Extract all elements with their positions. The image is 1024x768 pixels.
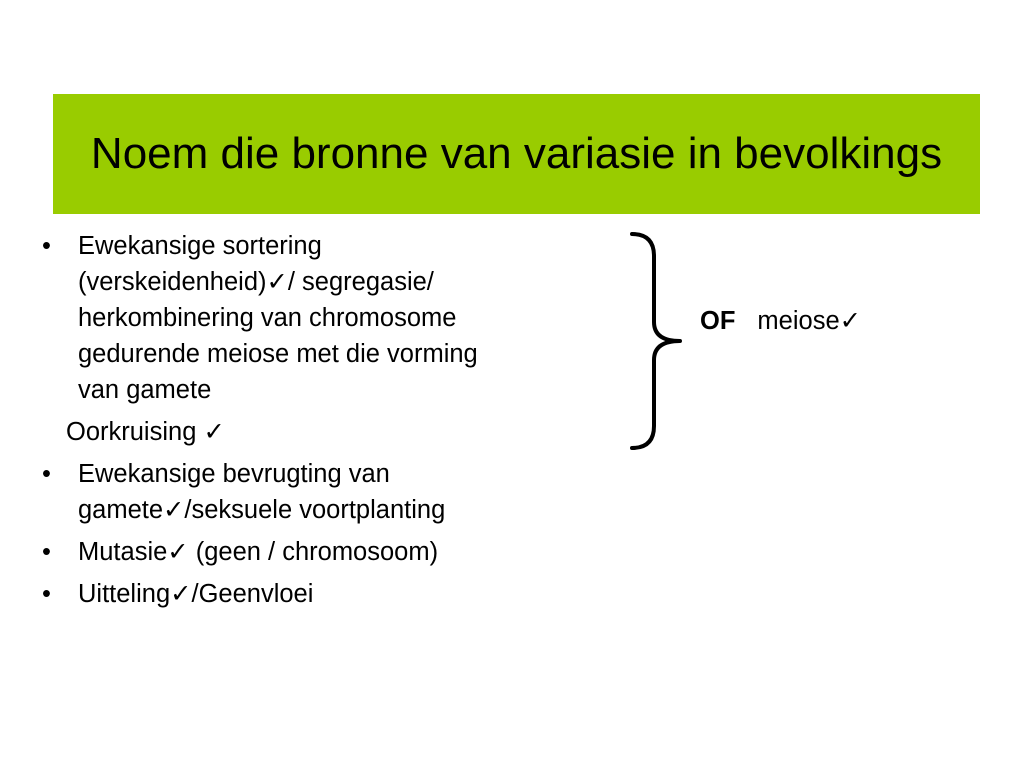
- list-item-line: gedurende meiose met die vorming: [78, 340, 478, 368]
- list-item-line: Ewekansige sortering: [78, 232, 322, 260]
- list-item-line: Uitteling✓/Geenvloei: [78, 580, 314, 608]
- list-item-line: Ewekansige bevrugting van: [78, 460, 390, 488]
- list-item-mutasie: [40, 534, 640, 570]
- list-item-line: gamete✓/seksuele voortplanting: [78, 496, 446, 524]
- side-note: [700, 303, 861, 339]
- list-item-sortering: [40, 228, 640, 408]
- bullet-marker: •: [42, 538, 51, 566]
- list-item-bevrugting: [40, 456, 640, 528]
- list-item-line: van gamete: [78, 376, 212, 404]
- slide-title: Noem die bronne van variasie in bevolkings: [90, 129, 943, 178]
- of-label: OF: [700, 307, 736, 335]
- bullet-marker: •: [42, 460, 51, 488]
- list-item-uitteling: [40, 576, 640, 612]
- list-item-line: Mutasie✓ (geen / chromosoom): [78, 538, 439, 566]
- bullet-marker: •: [42, 580, 51, 608]
- bullet-list: [40, 228, 640, 612]
- side-note-text: meiose✓: [757, 307, 861, 335]
- bullet-marker: •: [42, 232, 51, 260]
- list-subitem-oorkruising: Oorkruising ✓: [66, 418, 225, 446]
- list-item-line: (verskeidenheid)✓/ segregasie/: [78, 268, 434, 296]
- title-banner: [53, 94, 980, 214]
- curly-brace-icon: [628, 230, 688, 452]
- list-item-line: herkombinering van chromosome: [78, 304, 457, 332]
